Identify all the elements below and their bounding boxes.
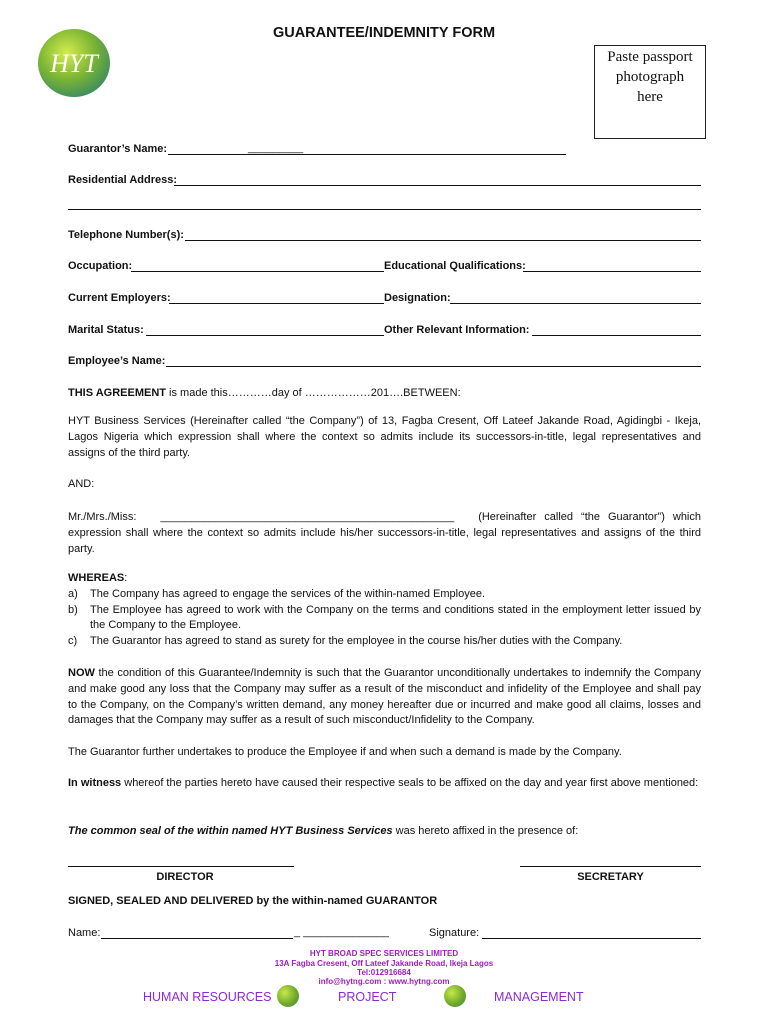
whereas-item: b) The Employee has agreed to work with the Company on the terms and conditions stated in the employment letter issued by the Company to the Employee. [68, 603, 701, 632]
footer-nav-project: PROJECT [338, 990, 397, 1004]
witness-paragraph: In witness whereof the parties hereto have caused their respective seals to be affixed on the day and year first above mentioned: [68, 777, 699, 789]
residential-address-label: Residential Address: [68, 174, 178, 186]
secretary-signature-line[interactable] [520, 866, 701, 867]
other-info-label: Other Relevant Information: [384, 324, 530, 336]
now-paragraph: NOW the condition of this Guarantee/Indemnity is such that the Guarantor unconditionally undertakes to indemnify the Company and make good any loss that the Company may suffer as a result of the misconduct and infidelity of the Employee and shall pay to the Company, on the Company’s written demand, any money hereafter due or incurred and make good all claims, losses and damages that the Company may suffer as a result of such misconduct/Infidelity to the Company. [68, 667, 701, 727]
further-paragraph: The Guarantor further undertakes to produce the Employee if and when such a demand is made by the Company. [68, 746, 622, 758]
hyt-mini-logo-icon [444, 985, 466, 1007]
guarantor-paragraph: Mr./Mrs./Miss: ________________________________________________ (Hereinafter called “the Guarantor”) which expression shall where the context so admits include his/her successors-in-title, legal representatives and assigns of the third party. [68, 511, 701, 555]
footer-company-name: HYT BROAD SPEC SERVICES LIMITED [309, 949, 459, 958]
current-employers-label: Current Employers: [68, 292, 171, 304]
guarantor-name-inline-blank: _________ [248, 142, 304, 154]
telephone-field[interactable] [185, 240, 701, 241]
guarantor-signature-field[interactable] [482, 938, 701, 939]
and-label: AND: [68, 478, 95, 490]
signed-sealed-heading: SIGNED, SEALED AND DELIVERED by the within-named GUARANTOR [68, 895, 438, 907]
seal-paragraph: The common seal of the within named HYT Business Services was hereto affixed in the presence of: [68, 825, 579, 837]
educational-qualifications-label: Educational Qualifications: [384, 260, 526, 272]
secretary-label: SECRETARY [577, 871, 644, 883]
designation-field[interactable] [450, 303, 701, 304]
designation-label: Designation: [384, 292, 451, 304]
agreement-intro: THIS AGREEMENT is made this…………day of ………………201….BETWEEN: [68, 387, 461, 399]
other-info-field[interactable] [532, 335, 701, 336]
marital-status-label: Marital Status: [68, 324, 144, 336]
footer-nav-human-resources: HUMAN RESOURCES [143, 990, 272, 1004]
footer-nav-management: MANAGEMENT [494, 990, 584, 1004]
name-gap-blank: _ ______________ [294, 926, 389, 938]
guarantor-sign-name-field[interactable] [101, 938, 293, 939]
name-label: Name: [68, 927, 101, 939]
telephone-label: Telephone Number(s): [68, 229, 184, 241]
guarantor-name-field[interactable] [168, 154, 566, 155]
passport-photo-box: Paste passport photograph here [594, 45, 706, 139]
director-signature-line[interactable] [68, 866, 294, 867]
form-title: GUARANTEE/INDEMNITY FORM [272, 25, 496, 41]
current-employers-field[interactable] [169, 303, 384, 304]
hyt-mini-logo-icon [277, 985, 299, 1007]
footer-address: 13A Fagba Cresent, Off Lateef Jakande Road, Ikeja Lagos [274, 959, 494, 968]
footer-telephone: Tel:012916684 [357, 968, 411, 977]
hyt-logo [36, 28, 112, 98]
whereas-section: WHEREAS: a) The Company has agreed to engage the services of the within-named Employee. b) The Employee has agreed to work with the Company on the terms and conditions stated in the employment letter issued by the Company to the Employee. c) The Guarantor has agreed to stand as surety for the employee in the course his/her duties with the Company. [68, 571, 701, 650]
educational-qualifications-field[interactable] [523, 271, 701, 272]
residential-address-field-line2[interactable] [68, 209, 701, 210]
director-label: DIRECTOR [156, 871, 214, 883]
residential-address-field[interactable] [174, 185, 701, 186]
whereas-item: a) The Company has agreed to engage the services of the within-named Employee. [68, 587, 486, 600]
occupation-field[interactable] [131, 271, 384, 272]
signature-label: Signature: [429, 927, 480, 939]
employee-name-label: Employee’s Name: [68, 355, 166, 367]
occupation-label: Occupation: [68, 260, 133, 272]
footer-web[interactable]: info@hytng.com : www.hytng.com [318, 977, 450, 986]
whereas-item: c) The Guarantor has agreed to stand as surety for the employee in the course his/her duties with the Company. [68, 635, 623, 648]
guarantor-name-blank[interactable]: ________________________________________________ [160, 511, 455, 523]
employee-name-field[interactable] [166, 366, 701, 367]
whereas-heading: WHEREAS [68, 572, 125, 584]
svg-text:HYT: HYT [50, 49, 98, 78]
company-paragraph: HYT Business Services (Hereinafter called “the Company”) of 13, Fagba Cresent, Off Lateef Jakande Road, Agidingbi - Ikeja, Lagos Nigeria which expression shall where the context so admits include its successors-in-title, legal representatives and assigns of the third party. [68, 415, 701, 459]
guarantor-name-label: Guarantor’s Name: [68, 143, 168, 155]
marital-status-field[interactable] [146, 335, 384, 336]
